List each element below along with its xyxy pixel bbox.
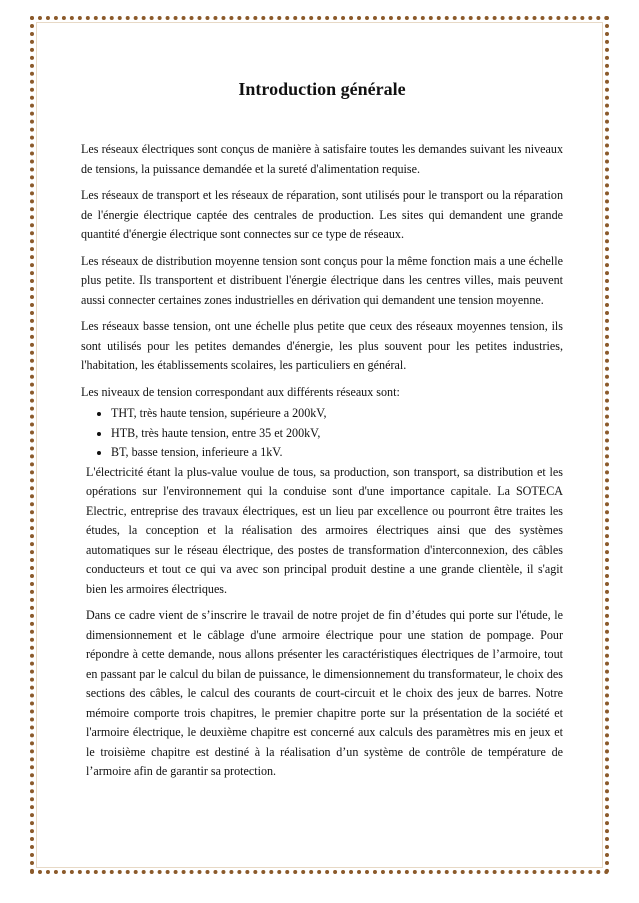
- paragraph-distribution: Les réseaux de distribution moyenne tension sont conçus pour la même fonction mais a une échelle plus petite. Ils transportent et distribuent l'énergie électrique dans les centres villes, mais peuvent aussi connecter certaines zones industrielles en dérivation qui demandent une tension moyenne.: [81, 253, 563, 307]
- paragraph-projet: Dans ce cadre vient de s’inscrire le travail de notre projet de fin d’études qui porte sur l'étude, le dimensionnement et le câblage d'une armoire électrique pour une station de pompage. Pour répondre à cette demande, nous allons présenter les caractéristiques électriques de l’armoire, tout en passant par le calcul du bilan de puissance, le dimensionnement du transformateur, le choix des sections des câbles, le calcul des courants de court-circuit et le choix des jeux de barres. Notre mémoire comporte trois chapitres, le premier chapitre porte sur la présentation de la société et l'armoire électrique, le deuxième chapitre est concerné aux calculs des paramètres mis en jeux et le troisième chapitre est destiné à la réalisation d’un système de contrôle de température de l’armoire afin de garantir sa protection.: [86, 608, 563, 778]
- page-title: Introduction générale: [238, 79, 406, 99]
- tension-levels-list: [81, 404, 563, 463]
- paragraph-niveaux: Les niveaux de tension correspondant aux différents réseaux sont:: [81, 384, 400, 399]
- list-item: • BT, basse tension, inferieure a 1kV.: [111, 443, 563, 463]
- paragraph-basse-tension: Les réseaux basse tension, ont une échelle plus petite que ceux des réseaux moyennes tension, ils sont utilisés pour les petites demandes d'énergie, les plus souvent pour les petites industries, l'habitation, les établissements scolaires, les particuliers en général.: [81, 319, 563, 372]
- paragraph-intro: Les réseaux électriques sont conçus de manière à satisfaire toutes les demandes suivant les niveaux de tensions, la puissance demandée et la sureté d'alimentation requise.: [81, 142, 563, 176]
- paragraph-soteca: L'électricité étant la plus-value voulue de tous, sa production, son transport, sa distribution et les opérations sur l'environnement qui la conduise sont d'une importance capitale. La SOTECA Electric, entreprise des travaux électriques, est un lieu par excellence ou pourront être traites les études, la conception et la réalisation des armoires électriques ainsi que des systèmes automatiques sur le réseau électrique, des postes de transformation d'interconnexion, des câbles conducteurs et tout ce qui va avec son principal produit destine a une grande clientèle, il s'agit bien les armoires électriques.: [86, 464, 563, 596]
- paragraph-transport: Les réseaux de transport et les réseaux de réparation, sont utilisés pour le transport ou la réparation de l'énergie électrique captée des centrales de production. Les sites qui demandent une grande quantité d'énergie électrique sont connectes sur ce type de réseaux.: [81, 188, 563, 241]
- list-item: • THT, très haute tension, supérieure a 200kV,: [111, 404, 563, 424]
- list-item: • HTB, très haute tension, entre 35 et 200kV,: [111, 424, 563, 444]
- document-body: [81, 78, 563, 789]
